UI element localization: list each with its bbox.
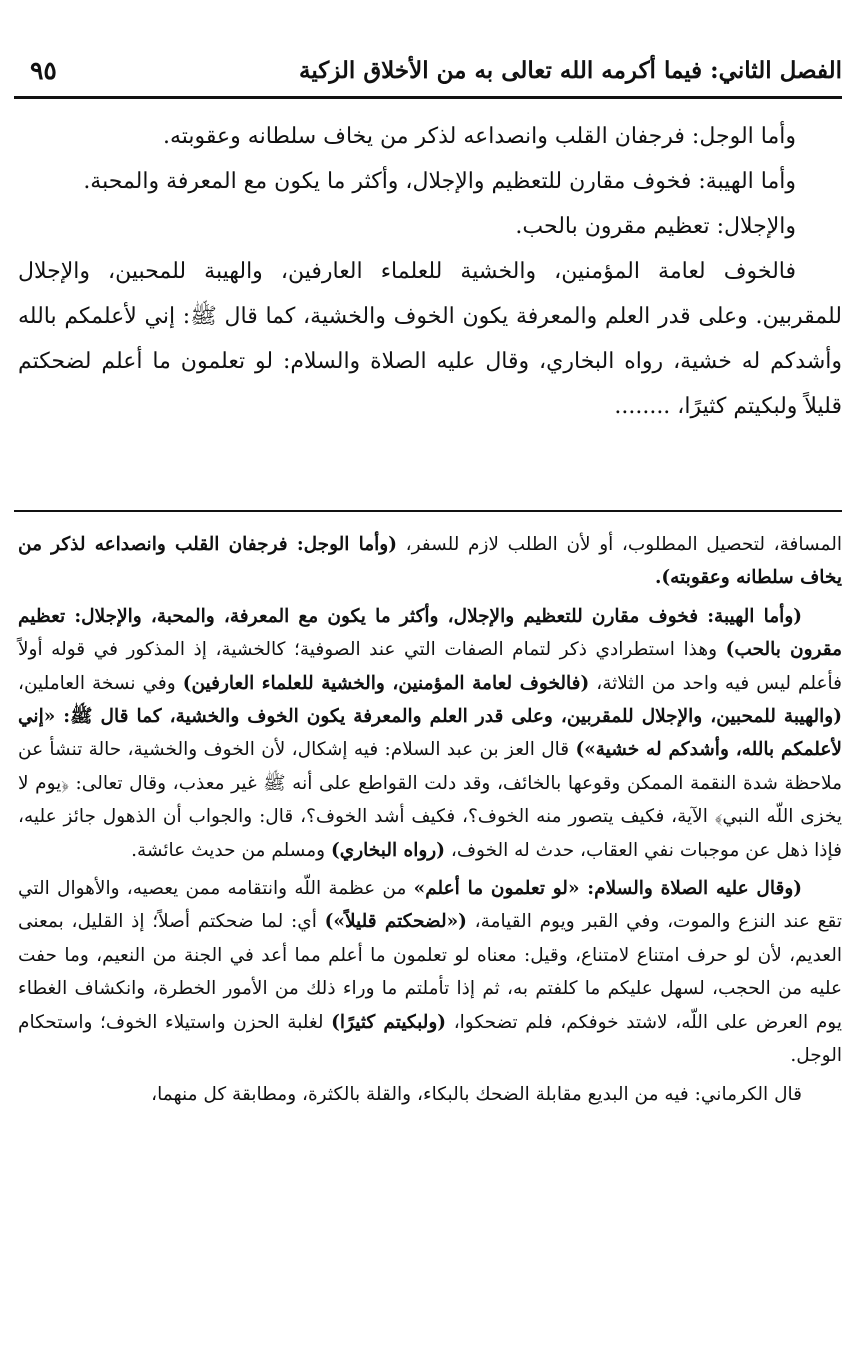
paragraph-ijlal: والإجلال: تعظيم مقرون بالحب.	[515, 214, 796, 239]
quoted-text: (رواه البخاري)	[330, 839, 445, 861]
quoted-text: (وأما الهيبة: فخوف مقارن للتعظيم والإجلال، وأكثر ما يكون مع المعرفة، والمحبة، والإجلال: تعظيم مقرون بالحب)	[18, 605, 842, 661]
commentary-paragraph-1	[18, 528, 842, 595]
running-header	[30, 50, 842, 90]
header-divider	[14, 96, 842, 99]
commentary	[18, 528, 842, 1116]
quoted-text: (وأما الوجل: فرجفان القلب وانصداعه لذكر من يخاف سلطانه وعقوبته).	[18, 534, 842, 589]
commentary-text: المسافة، لتحصيل المطلوب، أو لأن الطلب لازم للسفر،	[396, 534, 842, 555]
quoted-text: (فالخوف لعامة المؤمنين، والخشية للعلماء العارفين)	[182, 672, 590, 694]
commentary-text: أي: لما ضحكتم أصلاً؛ إذ القليل، بمعنى العديم، لأن لو حرف امتناع لامتناع، وقيل: معناه لو تعلمون ما أعلم مما أعد في الجنة من النعيم، وما حفت عليه من الحجب، لسهل عليكم ما كلفتم به، ثم إذا تأملتم ما وراء ذلك من الأمور الخطرة، وانكشاف الغطاء يوم العرض على اللّه، لاشتد خوفكم، فلم تضحكوا،	[18, 911, 842, 1033]
commentary-text: من عظمة اللّه وانتقامه ممن يعصيه، والأهوال التي تقع عند النزع والموت، وفي القبر ويوم القيامة،	[18, 878, 842, 933]
commentary-text: وهذا استطرادي ذكر لتمام الصفات التي عند الصوفية؛ كالخشية، إذ المذكور في قوله أولاً فأعلم ليس فيه واحد من الثلاثة،	[18, 639, 842, 694]
quoted-text: (ولبكيتم كثيرًا)	[331, 1011, 447, 1033]
page-number: ٩٥	[30, 55, 57, 85]
commentary-paragraph-4: قال الكرماني: فيه من البديع مقابلة الضحك بالبكاء، والقلة بالكثرة، ومطابقة كل منهما،	[151, 1083, 802, 1105]
commentary-text: ومسلم من حديث عائشة.	[131, 839, 331, 861]
quoted-text: (وقال عليه الصلاة والسلام: «لو تعلمون ما أعلم»	[413, 878, 803, 900]
commentary-text: قال العز بن عبد السلام: فيه إشكال، لأن الخوف والخشية، حالة تنشأ عن ملاحظة شدة النقمة الممكن وقوعها بالخائف، وقد دلت القواطع على أنه ﷺ غير معذب، وقال تعالى: ﴿يوم لا يخزى اللّه النبي﴾ الآية، فكيف يتصور منه الخوف؟، فكيف أشد الخوف؟، قال: والجواب أن الذهول جائز عليه، فإذا ذهل عن موجبات نفي العقاب، حدث له الخوف،	[18, 739, 842, 861]
main-text	[18, 114, 842, 429]
paragraph-khawf: فالخوف لعامة المؤمنين، والخشية للعلماء العارفين، والهيبة للمحبين، والإجلال للمقربين. وعلى قدر العلم والمعرفة يكون الخوف والخشية، كما قال ﷺ: إني لأعلمكم بالله وأشدكم له خشية، رواه البخاري، وقال عليه الصلاة والسلام: لو تعلمون ما أعلم لضحكتم قليلاً ولبكيتم كثيرًا، ........	[18, 259, 842, 419]
commentary-paragraph-2	[18, 600, 842, 867]
commentary-text: لغلبة الحزن واستيلاء الخوف؛ واستحكام الوجل.	[18, 1011, 842, 1067]
paragraph-hayba: وأما الهيبة: فخوف مقارن للتعظيم والإجلال، وأكثر ما يكون مع المعرفة والمحبة.	[83, 169, 796, 194]
quoted-text: («لضحكتم قليلاً»)	[324, 911, 467, 933]
commentary-paragraph-3	[18, 872, 842, 1072]
footnote-divider	[14, 510, 842, 512]
quoted-text: (والهيبة للمحبين، والإجلال للمقربين، وعلى قدر العلم والمعرفة يكون الخوف والخشية، كما قال ﷺ: «إني لأعلمكم بالله، وأشدكم له خشية»)	[18, 706, 842, 761]
commentary-text: وفي نسخة العاملين،	[18, 672, 183, 694]
chapter-title: الفصل الثاني: فيما أكرمه الله تعالى به من الأخلاق الزكية	[299, 56, 842, 84]
paragraph-wajal: وأما الوجل: فرجفان القلب وانصداعه لذكر من يخاف سلطانه وعقوبته.	[162, 124, 796, 149]
